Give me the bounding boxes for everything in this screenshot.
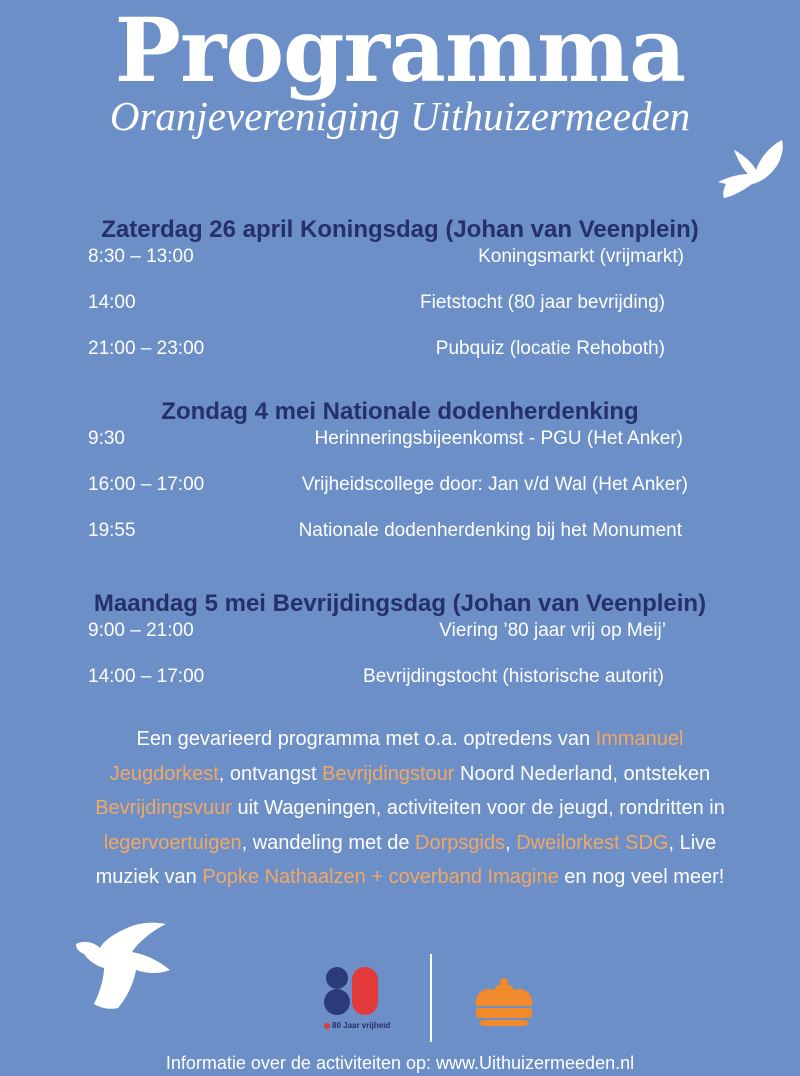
- page-subtitle: Oranjevereniging Uithuizermeeden: [109, 93, 691, 139]
- description-text: ,: [505, 831, 517, 854]
- footer-info: Informatie over de activiteiten op: www.Uithuizermeeden.nl: [165, 1053, 635, 1073]
- logo-bar: [0, 950, 800, 1045]
- highlight-legervoertuigen: legervoertuigen: [103, 831, 242, 854]
- event-activity: Pubquiz (locatie Rehoboth): [435, 338, 665, 359]
- event-activity: Vrijheidscollege door: Jan v/d Wal (Het Anker): [301, 474, 688, 495]
- crown-icon: [468, 978, 540, 1030]
- 80-jaar-vrijheid-logo: [322, 964, 391, 1044]
- event-activity: Herinneringsbijeenkomst - PGU (Het Anker): [314, 428, 683, 449]
- event-time: 14:00 – 17:00: [88, 666, 205, 687]
- event-time: 21:00 – 23:00: [88, 338, 205, 359]
- highlight-bevrijdingsvuur: Bevrijdingsvuur: [95, 797, 232, 819]
- event-activity: Koningsmarkt (vrijmarkt): [478, 246, 684, 267]
- event-time: 9:30: [88, 428, 125, 449]
- event-row: [0, 666, 800, 712]
- day-section-2: [0, 398, 800, 566]
- event-activity: Bevrijdingstocht (historische autorit): [363, 666, 664, 687]
- event-time: 16:00 – 17:00: [88, 474, 205, 495]
- logo-divider: [430, 954, 432, 1042]
- description-text: , wandeling met de: [241, 831, 416, 854]
- description-text: , Live muziek van: [95, 831, 717, 888]
- description-text: Noord Nederland, ontsteken: [454, 762, 711, 785]
- day-heading: Zaterdag 26 april Koningsdag (Johan van Veenplein): [101, 216, 699, 243]
- highlight-immanuel-jeugdorkest: Immanuel Jeugdorkest: [109, 728, 684, 785]
- event-row: [0, 428, 800, 474]
- day-heading: Maandag 5 mei Bevrijdingsdag (Johan van Veenplein): [93, 590, 707, 617]
- event-row: [0, 292, 800, 338]
- event-activity: Fietstocht (80 jaar bevrijding): [420, 292, 665, 313]
- event-time: 19:55: [88, 520, 136, 541]
- day-heading: Zondag 4 mei Nationale dodenherdenking: [161, 398, 639, 425]
- logo80-caption: 80 Jaar vrijheid: [332, 1021, 391, 1030]
- highlight-popke-nathaalzen: Popke Nathaalzen + coverband Imagine: [202, 866, 559, 888]
- dove-icon: [712, 136, 788, 202]
- event-row: [0, 246, 800, 292]
- description-text: en nog veel meer!: [558, 866, 725, 888]
- event-row: [0, 520, 800, 566]
- highlight-bevrijdingstour: Bevrijdingstour: [322, 762, 455, 785]
- event-time: 8:30 – 13:00: [88, 246, 194, 267]
- highlight-dweilorkest: Dweilorkest SDG: [516, 831, 669, 854]
- description-text: uit Wageningen, activiteiten voor de jeugd, rondritten in: [231, 797, 725, 819]
- event-time: 14:00: [88, 292, 136, 313]
- description-text: , ontvangst: [218, 762, 323, 785]
- program-description: [90, 722, 730, 895]
- event-time: 9:00 – 21:00: [88, 620, 194, 641]
- event-row: [0, 338, 800, 384]
- description-text: Een gevarieerd programma met o.a. optredens van: [136, 728, 596, 750]
- event-activity: Nationale dodenherdenking bij het Monument: [298, 520, 682, 541]
- day-section-3: [0, 590, 800, 712]
- page-title: Programma: [114, 0, 686, 102]
- event-row: [0, 474, 800, 520]
- event-activity: Viering ’80 jaar vrij op Meij’: [439, 620, 666, 641]
- event-row: [0, 620, 800, 666]
- highlight-dorpsgids: Dorpsgids: [415, 831, 506, 854]
- day-section-1: [0, 216, 800, 384]
